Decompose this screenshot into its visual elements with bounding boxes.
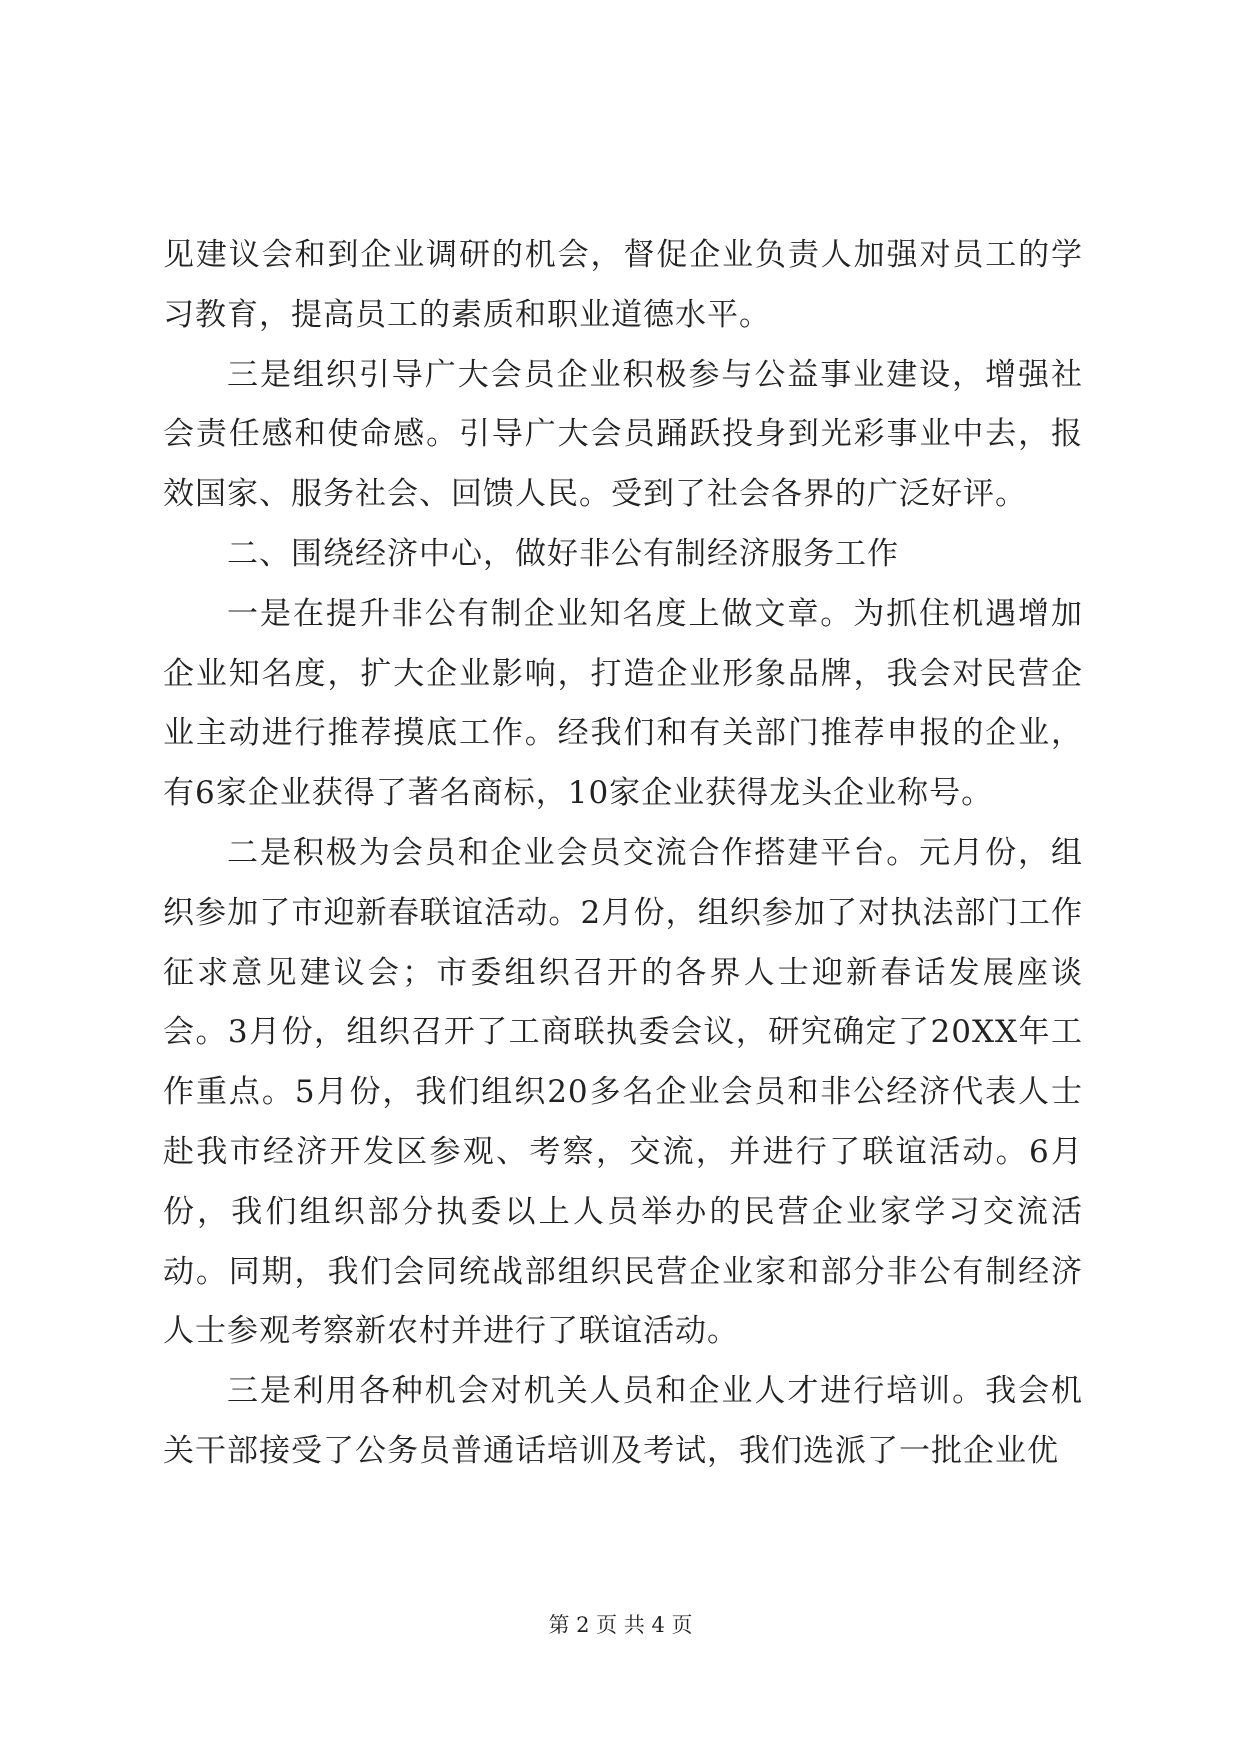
paragraph-continued: 见建议会和到企业调研的机会，督促企业负责人加强对员工的学习教育，提高员工的素质和职业道德水平。 bbox=[163, 237, 1083, 333]
paragraph-training: 三是利用各种机会对机关人员和企业人才进行培训。我会机关干部接受了公务员普通话培训及考试，我们选派了一批企业优 bbox=[163, 1373, 1083, 1469]
paragraph-brand-awareness: 一是在提升非公有制企业知名度上做文章。为抓住机遇增加企业知名度，扩大企业影响，打造企业形象品牌，我会对民营企业主动进行推荐摸底工作。经我们和有关部门推荐申报的企业，有6家企业获得了著名商标，10家企业获得龙头企业称号。 bbox=[163, 595, 1083, 812]
document-body bbox=[163, 226, 1083, 1482]
paragraph-exchange-platform: 二是积极为会员和企业会员交流合作搭建平台。元月份，组织参加了市迎新春联谊活动。2月份，组织参加了对执法部门工作征求意见建议会；市委组织召开的各界人士迎新春话发展座谈会。3月份，组织召开了工商联执委会议，研究确定了20XX年工作重点。5月份，我们组织20多名企业会员和非公经济代表人士赴我市经济开发区参观、考察，交流，并进行了联谊活动。6月份，我们组织部分执委以上人员举办的民营企业家学习交流活动。同期，我们会同统战部组织民营企业家和部分非公有制经济人士参观考察新农村并进行了联谊活动。 bbox=[163, 834, 1083, 1350]
paragraph-public-welfare: 三是组织引导广大会员企业积极参与公益事业建设，增强社会责任感和使命感。引导广大会员踊跃投身到光彩事业中去，报效国家、服务社会、回馈人民。受到了社会各界的广泛好评。 bbox=[163, 356, 1083, 513]
page-number-footer: 第 2 页 共 4 页 bbox=[548, 1613, 693, 1637]
section-heading: 二、围绕经济中心，做好非公有制经济服务工作 bbox=[227, 535, 899, 572]
